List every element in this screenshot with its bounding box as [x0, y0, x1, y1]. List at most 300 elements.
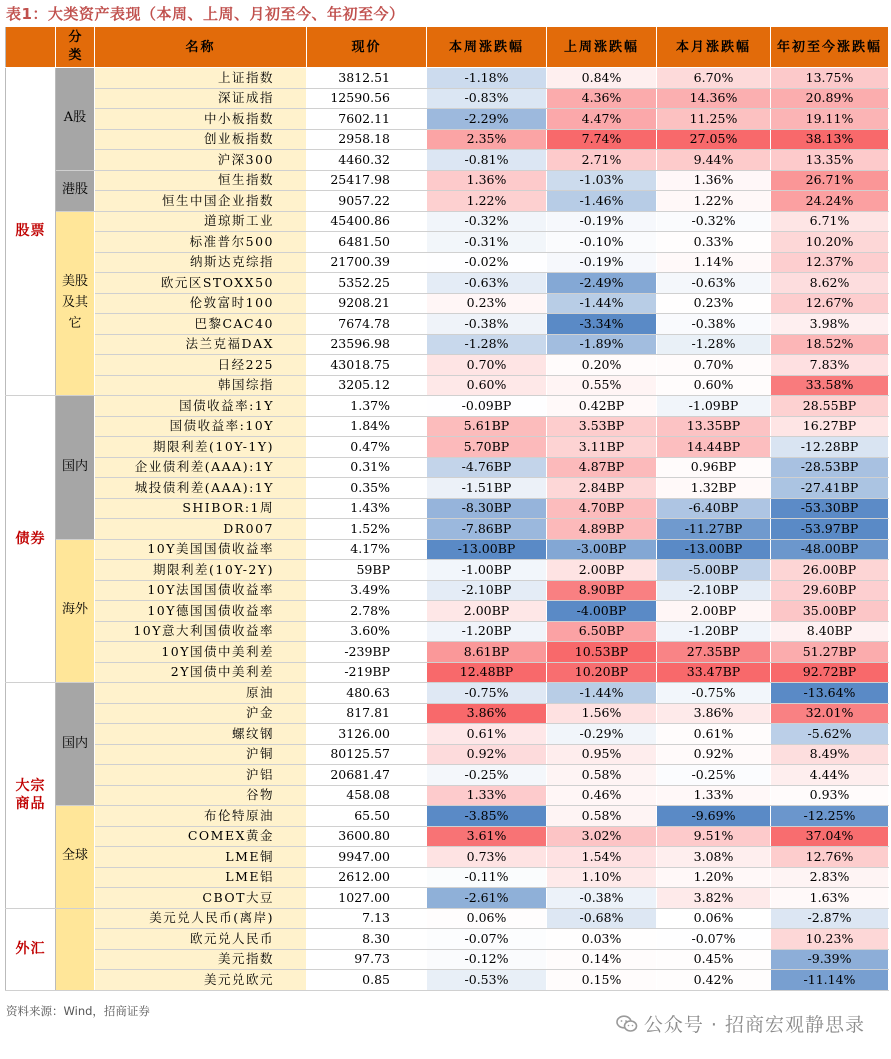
last-week-change: 0.46%	[547, 785, 657, 806]
asset-price: 43018.75	[307, 355, 427, 376]
this-week-change: 0.23%	[427, 293, 547, 314]
watermark	[616, 1010, 865, 1037]
asset-price: 2958.18	[307, 129, 427, 150]
header-month: 本月涨跌幅	[657, 27, 771, 68]
last-week-change: 2.00BP	[547, 560, 657, 581]
month-change: 0.60%	[657, 375, 771, 396]
table-row	[6, 88, 889, 109]
last-week-change: -0.29%	[547, 724, 657, 745]
month-change: -6.40BP	[657, 498, 771, 519]
this-week-change: 0.61%	[427, 724, 547, 745]
last-week-change: -0.38%	[547, 888, 657, 909]
month-change: 2.00BP	[657, 601, 771, 622]
header-blank	[6, 27, 56, 68]
table-row	[6, 478, 889, 499]
month-change: 0.23%	[657, 293, 771, 314]
asset-name: 10Y意大利国债收益率	[95, 621, 307, 642]
asset-price: 1.37%	[307, 396, 427, 417]
header-ytd: 年初至今涨跌幅	[771, 27, 889, 68]
ytd-change: 28.55BP	[771, 396, 889, 417]
month-change: -0.38%	[657, 314, 771, 335]
month-change: 1.22%	[657, 191, 771, 212]
ytd-change: 3.98%	[771, 314, 889, 335]
table-row	[6, 642, 889, 663]
this-week-change: 5.61BP	[427, 416, 547, 437]
this-week-change: -0.31%	[427, 232, 547, 253]
asset-name: COMEX黄金	[95, 826, 307, 847]
month-change: 1.32BP	[657, 478, 771, 499]
asset-price: 21700.39	[307, 252, 427, 273]
month-change: 14.36%	[657, 88, 771, 109]
last-week-change: -4.00BP	[547, 601, 657, 622]
this-week-change: -0.25%	[427, 765, 547, 786]
last-week-change: 4.36%	[547, 88, 657, 109]
asset-name: 沪深300	[95, 150, 307, 171]
table-row	[6, 929, 889, 950]
header-this-week: 本周涨跌幅	[427, 27, 547, 68]
this-week-change: -4.76BP	[427, 457, 547, 478]
asset-name: 韩国综指	[95, 375, 307, 396]
ytd-change: 6.71%	[771, 211, 889, 232]
this-week-change: 0.70%	[427, 355, 547, 376]
asset-price: 25417.98	[307, 170, 427, 191]
month-change: 33.47BP	[657, 662, 771, 683]
month-change: -0.32%	[657, 211, 771, 232]
this-week-change: -0.63%	[427, 273, 547, 294]
last-week-change: -0.19%	[547, 211, 657, 232]
last-week-change: 0.14%	[547, 949, 657, 970]
this-week-change: 0.60%	[427, 375, 547, 396]
asset-price: 23596.98	[307, 334, 427, 355]
this-week-change: 2.00BP	[427, 601, 547, 622]
asset-price: 0.35%	[307, 478, 427, 499]
asset-price: 1.84%	[307, 416, 427, 437]
table-row	[6, 68, 889, 89]
asset-price: 3126.00	[307, 724, 427, 745]
ytd-change: 12.67%	[771, 293, 889, 314]
this-week-change: -7.86BP	[427, 519, 547, 540]
table-row	[6, 867, 889, 888]
asset-name: 恒生中国企业指数	[95, 191, 307, 212]
asset-price: 0.47%	[307, 437, 427, 458]
ytd-change: -5.62%	[771, 724, 889, 745]
month-change: 3.86%	[657, 703, 771, 724]
table-row	[6, 806, 889, 827]
header-price: 现价	[307, 27, 427, 68]
section-label: 股票	[6, 68, 56, 396]
table-row	[6, 560, 889, 581]
table-row	[6, 765, 889, 786]
this-week-change: 0.92%	[427, 744, 547, 765]
this-week-change: 1.33%	[427, 785, 547, 806]
asset-name: 城投债利差(AAA):1Y	[95, 478, 307, 499]
month-change: 1.36%	[657, 170, 771, 191]
ytd-change: 26.71%	[771, 170, 889, 191]
asset-price: 9057.22	[307, 191, 427, 212]
ytd-change: 13.35%	[771, 150, 889, 171]
last-week-change: 0.42BP	[547, 396, 657, 417]
asset-name: 纳斯达克综指	[95, 252, 307, 273]
asset-name: 欧元兑人民币	[95, 929, 307, 950]
table-row	[6, 519, 889, 540]
month-change: 0.06%	[657, 908, 771, 929]
last-week-change: -3.34%	[547, 314, 657, 335]
asset-name: 布伦特原油	[95, 806, 307, 827]
month-change: 27.35BP	[657, 642, 771, 663]
this-week-change: -1.20BP	[427, 621, 547, 642]
ytd-change: 18.52%	[771, 334, 889, 355]
asset-name: 原油	[95, 683, 307, 704]
asset-price: 3205.12	[307, 375, 427, 396]
last-week-change: 0.58%	[547, 806, 657, 827]
table-row	[6, 314, 889, 335]
last-week-change: 1.56%	[547, 703, 657, 724]
last-week-change: -3.00BP	[547, 539, 657, 560]
last-week-change: 10.20BP	[547, 662, 657, 683]
this-week-change: -1.28%	[427, 334, 547, 355]
table-row	[6, 191, 889, 212]
ytd-change: 10.23%	[771, 929, 889, 950]
ytd-change: 16.27BP	[771, 416, 889, 437]
month-change: 27.05%	[657, 129, 771, 150]
table-row	[6, 724, 889, 745]
asset-name: 巴黎CAC40	[95, 314, 307, 335]
month-change: 0.42%	[657, 970, 771, 991]
asset-name: 中小板指数	[95, 109, 307, 130]
table-row	[6, 252, 889, 273]
ytd-change: 19.11%	[771, 109, 889, 130]
table-row	[6, 908, 889, 929]
last-week-change: 1.10%	[547, 867, 657, 888]
asset-price: 59BP	[307, 560, 427, 581]
ytd-change: 51.27BP	[771, 642, 889, 663]
table-row	[6, 293, 889, 314]
ytd-change: 24.24%	[771, 191, 889, 212]
table-row	[6, 109, 889, 130]
table-row	[6, 396, 889, 417]
table-row	[6, 847, 889, 868]
asset-name: 法兰克福DAX	[95, 334, 307, 355]
table-title: 表1：大类资产表现（本周、上周、月初至今、年初至今）	[6, 5, 405, 23]
month-change: 3.08%	[657, 847, 771, 868]
month-change: 1.33%	[657, 785, 771, 806]
month-change: 6.70%	[657, 68, 771, 89]
month-change: 0.96BP	[657, 457, 771, 478]
asset-name: SHIBOR:1周	[95, 498, 307, 519]
asset-name: 沪铝	[95, 765, 307, 786]
last-week-change: 4.47%	[547, 109, 657, 130]
table-row	[6, 211, 889, 232]
month-change: 11.25%	[657, 109, 771, 130]
asset-price: 3.49%	[307, 580, 427, 601]
table-row	[6, 416, 889, 437]
month-change: -0.63%	[657, 273, 771, 294]
this-week-change: -0.12%	[427, 949, 547, 970]
asset-price: 1.52%	[307, 519, 427, 540]
ytd-change: 8.40BP	[771, 621, 889, 642]
asset-name: 恒生指数	[95, 170, 307, 191]
ytd-change: 20.89%	[771, 88, 889, 109]
ytd-change: 92.72BP	[771, 662, 889, 683]
last-week-change: -1.89%	[547, 334, 657, 355]
section-label: 大宗商品	[6, 683, 56, 909]
table-row	[6, 457, 889, 478]
last-week-change: 0.58%	[547, 765, 657, 786]
asset-name: 企业债利差(AAA):1Y	[95, 457, 307, 478]
last-week-change: 0.03%	[547, 929, 657, 950]
this-week-change: 3.61%	[427, 826, 547, 847]
asset-price: 458.08	[307, 785, 427, 806]
last-week-change: -0.10%	[547, 232, 657, 253]
table-row	[6, 621, 889, 642]
asset-name: 美元兑人民币(离岸)	[95, 908, 307, 929]
table-row	[6, 437, 889, 458]
last-week-change: 10.53BP	[547, 642, 657, 663]
asset-price: -239BP	[307, 642, 427, 663]
asset-name: 10Y美国国债收益率	[95, 539, 307, 560]
table-row	[6, 232, 889, 253]
month-change: -1.28%	[657, 334, 771, 355]
this-week-change: 5.70BP	[427, 437, 547, 458]
table-row	[6, 826, 889, 847]
table-row	[6, 129, 889, 150]
this-week-change: -0.38%	[427, 314, 547, 335]
asset-price: 480.63	[307, 683, 427, 704]
this-week-change: -0.83%	[427, 88, 547, 109]
last-week-change: 4.89BP	[547, 519, 657, 540]
this-week-change: -0.81%	[427, 150, 547, 171]
asset-price: 8.30	[307, 929, 427, 950]
asset-name: 沪金	[95, 703, 307, 724]
ytd-change: 2.83%	[771, 867, 889, 888]
group-label: 海外	[56, 539, 95, 683]
month-change: -13.00BP	[657, 539, 771, 560]
last-week-change: -1.46%	[547, 191, 657, 212]
this-week-change: -8.30BP	[427, 498, 547, 519]
last-week-change: 3.53BP	[547, 416, 657, 437]
group-label: 美股及其它	[56, 211, 95, 396]
month-change: 1.20%	[657, 867, 771, 888]
source-note: 资料来源：Wind，招商证券	[6, 1004, 150, 1018]
this-week-change: 2.35%	[427, 129, 547, 150]
this-week-change: 1.22%	[427, 191, 547, 212]
header-category: 分类	[56, 27, 95, 68]
this-week-change: 3.86%	[427, 703, 547, 724]
this-week-change: -2.29%	[427, 109, 547, 130]
month-change: 0.45%	[657, 949, 771, 970]
month-change: 9.44%	[657, 150, 771, 171]
asset-performance-table	[5, 26, 889, 991]
header-row	[6, 27, 889, 68]
table-row	[6, 683, 889, 704]
ytd-change: -11.14%	[771, 970, 889, 991]
table-row	[6, 662, 889, 683]
ytd-change: 13.75%	[771, 68, 889, 89]
ytd-change: -12.25%	[771, 806, 889, 827]
ytd-change: 7.83%	[771, 355, 889, 376]
month-change: 1.14%	[657, 252, 771, 273]
asset-price: 7674.78	[307, 314, 427, 335]
asset-price: 3600.80	[307, 826, 427, 847]
last-week-change: 2.84BP	[547, 478, 657, 499]
section-label: 债券	[6, 396, 56, 683]
asset-name: 螺纹钢	[95, 724, 307, 745]
last-week-change: 0.55%	[547, 375, 657, 396]
asset-name: 沪铜	[95, 744, 307, 765]
table-row	[6, 601, 889, 622]
asset-price: 1027.00	[307, 888, 427, 909]
ytd-change: 37.04%	[771, 826, 889, 847]
this-week-change: -3.85%	[427, 806, 547, 827]
ytd-change: -53.97BP	[771, 519, 889, 540]
table-row	[6, 355, 889, 376]
ytd-change: 0.93%	[771, 785, 889, 806]
last-week-change: -1.03%	[547, 170, 657, 191]
last-week-change: -0.19%	[547, 252, 657, 273]
this-week-change: 8.61BP	[427, 642, 547, 663]
last-week-change: -2.49%	[547, 273, 657, 294]
last-week-change: -1.44%	[547, 293, 657, 314]
this-week-change: -1.51BP	[427, 478, 547, 499]
asset-price: 4.17%	[307, 539, 427, 560]
asset-price: 9947.00	[307, 847, 427, 868]
table-row	[6, 888, 889, 909]
header-last-week: 上周涨跌幅	[547, 27, 657, 68]
asset-price: 3812.51	[307, 68, 427, 89]
table-row	[6, 970, 889, 991]
asset-name: 创业板指数	[95, 129, 307, 150]
asset-price: 7.13	[307, 908, 427, 929]
last-week-change: 8.90BP	[547, 580, 657, 601]
table-row	[6, 703, 889, 724]
ytd-change: 38.13%	[771, 129, 889, 150]
asset-price: 4460.32	[307, 150, 427, 171]
ytd-change: -27.41BP	[771, 478, 889, 499]
ytd-change: 12.37%	[771, 252, 889, 273]
asset-name: 10Y法国国债收益率	[95, 580, 307, 601]
ytd-change: -48.00BP	[771, 539, 889, 560]
ytd-change: 4.44%	[771, 765, 889, 786]
this-week-change: -0.11%	[427, 867, 547, 888]
ytd-change: 33.58%	[771, 375, 889, 396]
last-week-change: 0.95%	[547, 744, 657, 765]
asset-name: 谷物	[95, 785, 307, 806]
table-row	[6, 150, 889, 171]
this-week-change: -0.07%	[427, 929, 547, 950]
ytd-change: 29.60BP	[771, 580, 889, 601]
asset-name: 欧元区STOXX50	[95, 273, 307, 294]
last-week-change: -0.68%	[547, 908, 657, 929]
asset-price: 45400.86	[307, 211, 427, 232]
asset-price: 7602.11	[307, 109, 427, 130]
ytd-change: 8.62%	[771, 273, 889, 294]
table-row	[6, 170, 889, 191]
asset-name: 10Y国债中美利差	[95, 642, 307, 663]
asset-name: 道琼斯工业	[95, 211, 307, 232]
asset-name: LME铜	[95, 847, 307, 868]
group-label: A股	[56, 68, 95, 171]
asset-price: 2.78%	[307, 601, 427, 622]
this-week-change: 0.73%	[427, 847, 547, 868]
asset-name: 上证指数	[95, 68, 307, 89]
month-change: -2.10BP	[657, 580, 771, 601]
this-week-change: -0.02%	[427, 252, 547, 273]
last-week-change: 0.20%	[547, 355, 657, 376]
month-change: 9.51%	[657, 826, 771, 847]
asset-price: 817.81	[307, 703, 427, 724]
month-change: -1.20BP	[657, 621, 771, 642]
group-label: 港股	[56, 170, 95, 211]
last-week-change: -1.44%	[547, 683, 657, 704]
ytd-change: 12.76%	[771, 847, 889, 868]
month-change: 0.70%	[657, 355, 771, 376]
last-week-change: 3.11BP	[547, 437, 657, 458]
this-week-change: 12.48BP	[427, 662, 547, 683]
ytd-change: -53.30BP	[771, 498, 889, 519]
ytd-change: 32.01%	[771, 703, 889, 724]
ytd-change: 10.20%	[771, 232, 889, 253]
asset-name: 伦敦富时100	[95, 293, 307, 314]
group-label: 国内	[56, 683, 95, 806]
this-week-change: -1.00BP	[427, 560, 547, 581]
last-week-change: 3.02%	[547, 826, 657, 847]
table-row	[6, 744, 889, 765]
last-week-change: 0.84%	[547, 68, 657, 89]
month-change: 14.44BP	[657, 437, 771, 458]
asset-price: 2612.00	[307, 867, 427, 888]
asset-price: 0.31%	[307, 457, 427, 478]
this-week-change: -13.00BP	[427, 539, 547, 560]
ytd-change: 8.49%	[771, 744, 889, 765]
this-week-change: -0.09BP	[427, 396, 547, 417]
month-change: -0.07%	[657, 929, 771, 950]
table-row	[6, 334, 889, 355]
this-week-change: 0.06%	[427, 908, 547, 929]
month-change: -9.69%	[657, 806, 771, 827]
ytd-change: -9.39%	[771, 949, 889, 970]
asset-price: 12590.56	[307, 88, 427, 109]
table-row	[6, 498, 889, 519]
watermark-text: 公众号 · 招商宏观静思录	[643, 1014, 865, 1036]
asset-price: 97.73	[307, 949, 427, 970]
month-change: -5.00BP	[657, 560, 771, 581]
last-week-change: 1.54%	[547, 847, 657, 868]
ytd-change: 26.00BP	[771, 560, 889, 581]
ytd-change: 1.63%	[771, 888, 889, 909]
ytd-change: -12.28BP	[771, 437, 889, 458]
last-week-change: 4.87BP	[547, 457, 657, 478]
ytd-change: -13.64%	[771, 683, 889, 704]
table-row	[6, 539, 889, 560]
asset-name: 国债收益率:1Y	[95, 396, 307, 417]
month-change: -1.09BP	[657, 396, 771, 417]
month-change: 0.61%	[657, 724, 771, 745]
group-label: 国内	[56, 396, 95, 540]
asset-name: 美元指数	[95, 949, 307, 970]
asset-price: 5352.25	[307, 273, 427, 294]
this-week-change: -2.10BP	[427, 580, 547, 601]
month-change: 3.82%	[657, 888, 771, 909]
last-week-change: 2.71%	[547, 150, 657, 171]
asset-name: LME铝	[95, 867, 307, 888]
month-change: 13.35BP	[657, 416, 771, 437]
table-row	[6, 580, 889, 601]
wechat-icon	[616, 1015, 638, 1033]
this-week-change: 1.36%	[427, 170, 547, 191]
this-week-change: -0.75%	[427, 683, 547, 704]
this-week-change: -1.18%	[427, 68, 547, 89]
month-change: -11.27BP	[657, 519, 771, 540]
